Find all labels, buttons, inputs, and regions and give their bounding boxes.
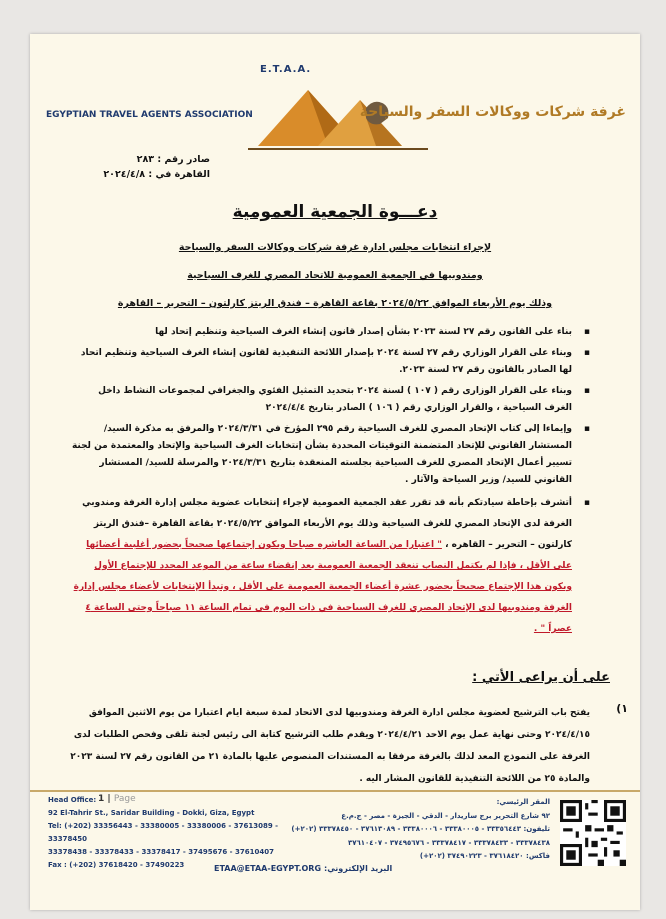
- fax-en: Fax : (+202) 37618420 - 37490223: [48, 861, 185, 869]
- org-name-ar: غرفة شركات ووكالات السفر والسياحة: [359, 104, 626, 120]
- page-number: 1: [98, 794, 105, 804]
- address-en: 92 El-Tahrir St., Saridar Building - Dokki, Giza, Egypt: [48, 809, 255, 817]
- head-office-ar: المقر الرئيسي:: [496, 798, 550, 806]
- reference-block: [60, 152, 210, 182]
- subtitle-2: ومندوبيها في الجمعية العمومية للاتحاد المصري للغرف السياحية: [187, 270, 483, 281]
- letter-page: [30, 34, 640, 910]
- qr-code-icon: [560, 800, 626, 866]
- list-item: ▪ بناء على القانون رقم ٢٧ لسنة ٢٠٢٣ بشأن إصدار قانون إنشاء الغرف السياحية وتنظيم إتحاد لها: [70, 324, 590, 341]
- announcement-highlight: " اعتبارا من الساعة العاشره صباحا ويكون إجتماعها صحيحاً بحضور أغلبية أعضائها على الأقل ، فإذا لم يكتمل النصاب تنعقد الجمعية العمومية بعد إنقضاء ساعة من الموعد المحدد للإجتماع الأول ويكون هذا الإجتماع صحيحاً بحضور عشرة أعضاء الجمعية العمومية على الأقل ، وتبدأ الإنتخابات لأعضاء مجلس إدارة الغرفة ومندوبيها لدى الإتحاد المصري للغرف السياحية في ذات اليوم في تمام الساعة ١١ صباحاً وحتى الساعة ٤ عصراً " .: [73, 540, 572, 634]
- notes-heading: على أن يراعى الأتي :: [472, 670, 610, 685]
- footer-divider: [30, 790, 640, 792]
- preamble-list: [70, 324, 590, 644]
- logo-abbrev: E.T.A.A.: [260, 64, 312, 75]
- tel-en-2: 33378438 - 33378433 - 33378417 - 37495676 - 37610407: [48, 848, 274, 856]
- list-item: [70, 493, 590, 640]
- address-ar: ٩٢ شارع التحرير برج ساريدار - الدقي - الجيزة - مصر - ج.م.ع: [341, 811, 550, 820]
- list-item: ▪ وبناء على القرار الوزاري رقم ٢٧ لسنة ٢٠٢٤ بإصدار اللائحة التنفيذية لقانون إنشاء الغرف السياحية وتنظيم اتحاد لها الصادر بالقانون رقم ٢٧ لسنة ٢٠٢٣.: [70, 345, 590, 379]
- list-item: ▪ وبناء على القرار الوزارى رقم ( ١٠٧ ) لسنة ٢٠٢٤ بتحديد التمثيل الفئوي والجغرافي لمجموعات النشاط داخل الغرف السياحية ، والقرار الوزاري رقم ( ١٠٦ ) الصادر بتاريخ ٢٠٢٤/٤/٤: [70, 383, 590, 417]
- email-link[interactable]: ETAA@ETAA-EGYPT.ORG: [214, 864, 322, 873]
- issue-date: القاهرة في : ٢٠٢٤/٤/٨: [103, 169, 210, 180]
- document-title: دعـــوة الجمعية العمومية: [232, 202, 438, 222]
- email-label-ar: البريد الإلكتروني:: [324, 864, 393, 873]
- subtitle-3: وذلك يوم الأربعاء الموافق ٢٠٢٤/٥/٢٢ بقاعة القاهرة – فندق الريتز كارلتون – التحرير – القاهرة: [117, 298, 553, 309]
- tel-ar-2: ٣٣٣٧٨٤٣٨ - ٣٣٣٧٨٤٣٣ - ٣٣٣٧٨٤١٧ - ٣٧٤٩٥٦٧٦ - ٣٧٦١٠٤٠٧: [347, 838, 550, 847]
- head-office-label: Head Office:: [48, 796, 97, 804]
- list-item: ▪ وإيماءا إلى كتاب الإتحاد المصري للغرف السياحية رقم ٢٩٥ المؤرخ في ٢٠٢٤/٣/٣١ والمرفق به مذكرة السيد/ المستشار القانوني للإتحاد المتضمنة التوقيتات المحددة بشأن إنتخابات الغرف السياحية والإتحاد والمعتمدة من لجنة تسيير أعمال الإتحاد المصري للغرف السياحية بجلسته المنعقدة بتاريخ ٢٠٢٤/٣/٣١ والمرسلة للسيد/ المستشار القانوني للسيد/ وزير السياحة والآثار .: [70, 421, 590, 489]
- subtitle-1: لإجراء انتخابات مجلس ادارة غرفة شركات ووكالات السفر والسياحة: [178, 242, 492, 253]
- page-word: Page: [113, 794, 136, 804]
- announcement-intro: أتشرف بإحاطة سيادتكم بأنه قد تقرر عقد الجمعية العمومية لإجراء إنتخابات عضوية مجلس إدارة الغرفة ومندوبي الغرفة لدى الإتحاد المصري للغرف السياحية وذلك يوم الأربعاء الموافق ٢٠٢٤/٥/٢٢ بقاعة القاهرة –فندق الريتز كارلتون – التحرير – القاهره ،: [82, 498, 572, 550]
- page-indicator: 1 | Page: [98, 794, 136, 804]
- fax-ar: فاكس: ٣٧٦١٨٤٢٠ - ٣٧٤٩٠٢٢٣ (٢٠٢+): [419, 852, 550, 860]
- org-name-en: EGYPTIAN TRAVEL AGENTS ASSOCIATION: [46, 110, 253, 120]
- footer-address-ar: [260, 796, 550, 864]
- tel-ar: تليفون: ٣٣٣٥٦٤٤٣ - ٣٣٣٨٠٠٠٥ - ٣٣٣٨٠٠٠٦ - ٣٧٦١٣٠٨٩ - ٣٣٣٧٨٤٥٠ (٢٠٢+): [291, 825, 550, 833]
- item-number: ١): [616, 702, 628, 715]
- issue-number: صادر رقم : ٢٨٣: [136, 154, 210, 165]
- list-item: يفتح باب الترشيح لعضوية مجلس ادارة الغرفة ومندوبيها لدى الاتحاد لمدة سبعة ايام اعتبارا من يوم الاثنين الموافق ٢٠٢٤/٤/١٥ وحتى نهاية عمل يوم الاحد ٢٠٢٤/٤/٢١ ويقدم طلب الترشيح كتابة الى رئيس لجنة تلقى وفحص الطلبات لدى الغرفة على النموذج المعد لذلك بالغرفة مرفقا به المستندات المنصوص عليها بالمادة ٢١ من القانون رقم ٢٧ لسنة ٢٠٢٣ والمادة ٢٥ من اللائحة التنفيذية للقانون المشار اليه .: [70, 708, 590, 784]
- tel-en: Tel: (+202) 33356443 - 33380005 - 33380006 - 37613089 - 33378450: [48, 822, 279, 843]
